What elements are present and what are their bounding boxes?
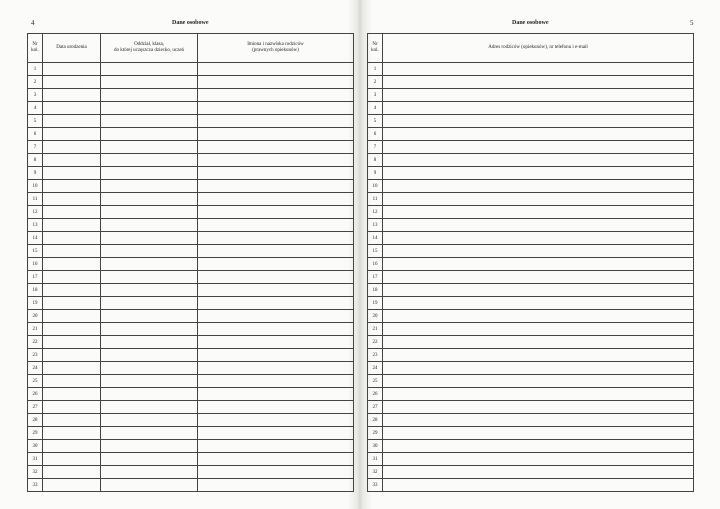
empty-entry-cell[interactable] [43,284,101,297]
empty-entry-cell[interactable] [383,167,694,180]
row-number: 17 [368,271,383,284]
empty-entry-cell[interactable] [101,336,198,349]
empty-entry-cell[interactable] [383,323,694,336]
left-table-row [28,232,354,245]
header-parents-address: Adres rodziców (opiekunów), nr telefonu i e-mail [383,34,694,63]
row-number: 8 [28,154,43,167]
empty-entry-cell[interactable] [198,76,354,89]
row-number: 32 [28,466,43,479]
row-number: 5 [28,115,43,128]
empty-entry-cell[interactable] [101,167,198,180]
left-table-row [28,258,354,271]
row-number: 21 [368,323,383,336]
empty-entry-cell[interactable] [198,310,354,323]
empty-entry-cell[interactable] [101,271,198,284]
empty-entry-cell[interactable] [43,453,101,466]
row-number: 10 [28,180,43,193]
row-number: 18 [368,284,383,297]
right-table-row [368,245,694,258]
row-number: 22 [28,336,43,349]
row-number: 6 [28,128,43,141]
row-number: 24 [28,362,43,375]
row-number: 24 [368,362,383,375]
left-table-row [28,167,354,180]
empty-entry-cell[interactable] [101,219,198,232]
row-number: 3 [368,89,383,102]
left-table-row [28,479,354,492]
left-table-row [28,76,354,89]
empty-entry-cell[interactable] [198,154,354,167]
right-table-row [368,63,694,76]
left-table-row [28,206,354,219]
row-number: 21 [28,323,43,336]
right-table-row [368,271,694,284]
left-table-row [28,362,354,375]
right-table-row [368,440,694,453]
empty-entry-cell[interactable] [383,310,694,323]
empty-entry-cell[interactable] [198,453,354,466]
empty-entry-cell[interactable] [101,297,198,310]
empty-entry-cell[interactable] [198,115,354,128]
left-data-table [27,33,354,492]
row-number: 29 [28,427,43,440]
right-table-row [368,206,694,219]
left-table-row [28,284,354,297]
empty-entry-cell[interactable] [101,388,198,401]
row-number: 15 [368,245,383,258]
right-table-row [368,427,694,440]
row-number: 20 [28,310,43,323]
left-table-header-row [28,34,354,63]
right-table-row [368,453,694,466]
empty-entry-cell[interactable] [101,89,198,102]
empty-entry-cell[interactable] [383,258,694,271]
row-number: 12 [368,206,383,219]
row-number: 18 [28,284,43,297]
right-table-row [368,284,694,297]
row-number: 23 [28,349,43,362]
empty-entry-cell[interactable] [43,427,101,440]
row-number: 30 [368,440,383,453]
empty-entry-cell[interactable] [198,102,354,115]
left-table-row [28,466,354,479]
empty-entry-cell[interactable] [383,440,694,453]
right-table-row [368,388,694,401]
empty-entry-cell[interactable] [383,219,694,232]
empty-entry-cell[interactable] [43,154,101,167]
row-number: 4 [368,102,383,115]
left-table-row [28,128,354,141]
empty-entry-cell[interactable] [383,102,694,115]
empty-entry-cell[interactable] [383,336,694,349]
empty-entry-cell[interactable] [101,245,198,258]
row-number: 33 [368,479,383,492]
empty-entry-cell[interactable] [101,232,198,245]
row-number: 30 [28,440,43,453]
row-number: 8 [368,154,383,167]
right-table-row [368,479,694,492]
left-page-title: Dane osobowe [172,20,209,26]
empty-entry-cell[interactable] [43,258,101,271]
row-number: 2 [368,76,383,89]
right-table-row [368,323,694,336]
row-number: 16 [368,258,383,271]
right-table-row [368,167,694,180]
row-number: 31 [368,453,383,466]
row-number: 25 [28,375,43,388]
empty-entry-cell[interactable] [383,284,694,297]
empty-entry-cell[interactable] [101,115,198,128]
row-number: 16 [28,258,43,271]
empty-entry-cell[interactable] [383,128,694,141]
empty-entry-cell[interactable] [198,245,354,258]
left-page-number: 4 [31,19,35,27]
empty-entry-cell[interactable] [198,414,354,427]
empty-entry-cell[interactable] [198,427,354,440]
right-table-row [368,154,694,167]
empty-entry-cell[interactable] [383,115,694,128]
empty-entry-cell[interactable] [383,232,694,245]
row-number: 3 [28,89,43,102]
empty-entry-cell[interactable] [101,427,198,440]
empty-entry-cell[interactable] [383,206,694,219]
row-number: 13 [368,219,383,232]
row-number: 25 [368,375,383,388]
left-table-row [28,388,354,401]
empty-entry-cell[interactable] [383,245,694,258]
row-number: 14 [28,232,43,245]
right-table-row [368,401,694,414]
empty-entry-cell[interactable] [383,193,694,206]
empty-entry-cell[interactable] [101,206,198,219]
row-number: 27 [368,401,383,414]
empty-entry-cell[interactable] [198,89,354,102]
row-number: 23 [368,349,383,362]
empty-entry-cell[interactable] [43,375,101,388]
row-number: 27 [28,401,43,414]
empty-entry-cell[interactable] [383,271,694,284]
empty-entry-cell[interactable] [101,401,198,414]
empty-entry-cell[interactable] [198,336,354,349]
empty-entry-cell[interactable] [383,297,694,310]
left-table-row [28,401,354,414]
row-number: 28 [28,414,43,427]
header-row-number: Nr kol. [28,34,43,63]
empty-entry-cell[interactable] [198,349,354,362]
row-number: 11 [28,193,43,206]
empty-entry-cell[interactable] [383,388,694,401]
row-number: 9 [368,167,383,180]
right-table-row [368,219,694,232]
row-number: 26 [28,388,43,401]
empty-entry-cell[interactable] [383,349,694,362]
empty-entry-cell[interactable] [383,141,694,154]
right-table-header-row [368,34,694,63]
empty-entry-cell[interactable] [43,206,101,219]
row-number: 22 [368,336,383,349]
right-page-number: 5 [690,19,694,27]
left-table-row [28,245,354,258]
empty-entry-cell[interactable] [101,323,198,336]
left-table-row [28,154,354,167]
empty-entry-cell[interactable] [43,479,101,492]
empty-entry-cell[interactable] [101,284,198,297]
empty-entry-cell[interactable] [101,453,198,466]
header-row-number: Nr kol. [368,34,383,63]
empty-entry-cell[interactable] [383,63,694,76]
left-table-row [28,440,354,453]
empty-entry-cell[interactable] [43,76,101,89]
empty-entry-cell[interactable] [43,362,101,375]
empty-entry-cell[interactable] [43,414,101,427]
row-number: 7 [368,141,383,154]
left-table-row [28,453,354,466]
empty-entry-cell[interactable] [198,63,354,76]
row-number: 10 [368,180,383,193]
empty-entry-cell[interactable] [43,167,101,180]
left-table-row [28,375,354,388]
empty-entry-cell[interactable] [101,440,198,453]
empty-entry-cell[interactable] [101,310,198,323]
right-table-row [368,297,694,310]
empty-entry-cell[interactable] [383,453,694,466]
empty-entry-cell[interactable] [198,193,354,206]
empty-entry-cell[interactable] [198,375,354,388]
empty-entry-cell[interactable] [198,466,354,479]
row-number: 9 [28,167,43,180]
row-number: 17 [28,271,43,284]
empty-entry-cell[interactable] [101,193,198,206]
empty-entry-cell[interactable] [43,219,101,232]
right-table-row [368,362,694,375]
empty-entry-cell[interactable] [101,102,198,115]
row-number: 4 [28,102,43,115]
empty-entry-cell[interactable] [383,180,694,193]
row-number: 5 [368,115,383,128]
left-table-row [28,115,354,128]
row-number: 33 [28,479,43,492]
empty-entry-cell[interactable] [43,193,101,206]
right-table-row [368,102,694,115]
right-data-table [367,33,694,492]
empty-entry-cell[interactable] [383,414,694,427]
row-number: 6 [368,128,383,141]
empty-entry-cell[interactable] [198,362,354,375]
right-table-row [368,193,694,206]
empty-entry-cell[interactable] [198,440,354,453]
row-number: 26 [368,388,383,401]
empty-entry-cell[interactable] [198,232,354,245]
right-table-row [368,336,694,349]
empty-entry-cell[interactable] [43,102,101,115]
left-table-row [28,323,354,336]
empty-entry-cell[interactable] [43,115,101,128]
empty-entry-cell[interactable] [198,180,354,193]
empty-entry-cell[interactable] [101,362,198,375]
empty-entry-cell[interactable] [101,141,198,154]
empty-entry-cell[interactable] [383,466,694,479]
header-birth-date: Data urodzenia [43,34,101,63]
left-table-row [28,349,354,362]
right-table-row [368,141,694,154]
left-table-row [28,427,354,440]
empty-entry-cell[interactable] [43,180,101,193]
empty-entry-cell[interactable] [43,245,101,258]
left-table-row [28,219,354,232]
empty-entry-cell[interactable] [43,63,101,76]
left-table-row [28,310,354,323]
empty-entry-cell[interactable] [198,141,354,154]
empty-entry-cell[interactable] [383,479,694,492]
empty-entry-cell[interactable] [43,141,101,154]
empty-entry-cell[interactable] [43,349,101,362]
row-number: 19 [368,297,383,310]
row-number: 15 [28,245,43,258]
empty-entry-cell[interactable] [101,479,198,492]
empty-entry-cell[interactable] [383,362,694,375]
empty-entry-cell[interactable] [198,128,354,141]
row-number: 7 [28,141,43,154]
right-table-row [368,89,694,102]
row-number: 2 [28,76,43,89]
row-number: 20 [368,310,383,323]
left-table-row [28,193,354,206]
left-table-row [28,297,354,310]
empty-entry-cell[interactable] [101,180,198,193]
empty-entry-cell[interactable] [43,271,101,284]
empty-entry-cell[interactable] [383,76,694,89]
empty-entry-cell[interactable] [383,154,694,167]
header-parents-names: Imiona i nazwiska rodziców (prawnych opiekunów) [198,34,354,63]
right-table-row [368,349,694,362]
right-table-row [368,180,694,193]
empty-entry-cell[interactable] [198,401,354,414]
empty-entry-cell[interactable] [101,466,198,479]
right-table-row [368,232,694,245]
empty-entry-cell[interactable] [198,219,354,232]
row-number: 28 [368,414,383,427]
row-number: 1 [28,63,43,76]
empty-entry-cell[interactable] [101,128,198,141]
empty-entry-cell[interactable] [101,63,198,76]
empty-entry-cell[interactable] [43,232,101,245]
empty-entry-cell[interactable] [43,89,101,102]
empty-entry-cell[interactable] [198,388,354,401]
empty-entry-cell[interactable] [43,440,101,453]
empty-entry-cell[interactable] [43,336,101,349]
empty-entry-cell[interactable] [198,167,354,180]
left-table-row [28,63,354,76]
empty-entry-cell[interactable] [198,297,354,310]
row-number: 11 [368,193,383,206]
header-class: Oddział, klasa, do której uczęszcza dziecko, uczeń [101,34,198,63]
left-table-row [28,89,354,102]
empty-entry-cell[interactable] [198,284,354,297]
empty-entry-cell[interactable] [43,310,101,323]
right-table-row [368,258,694,271]
right-table-row [368,115,694,128]
empty-entry-cell[interactable] [101,375,198,388]
left-table-row [28,141,354,154]
empty-entry-cell[interactable] [101,154,198,167]
row-number: 19 [28,297,43,310]
empty-entry-cell[interactable] [383,375,694,388]
empty-entry-cell[interactable] [198,258,354,271]
empty-entry-cell[interactable] [198,479,354,492]
empty-entry-cell[interactable] [101,349,198,362]
empty-entry-cell[interactable] [43,388,101,401]
empty-entry-cell[interactable] [383,401,694,414]
empty-entry-cell[interactable] [43,466,101,479]
row-number: 1 [368,63,383,76]
row-number: 31 [28,453,43,466]
empty-entry-cell[interactable] [101,258,198,271]
empty-entry-cell[interactable] [198,271,354,284]
right-table-row [368,375,694,388]
row-number: 13 [28,219,43,232]
empty-entry-cell[interactable] [43,128,101,141]
empty-entry-cell[interactable] [101,414,198,427]
empty-entry-cell[interactable] [198,323,354,336]
right-table-row [368,76,694,89]
right-table-row [368,128,694,141]
empty-entry-cell[interactable] [43,297,101,310]
empty-entry-cell[interactable] [43,323,101,336]
right-table-row [368,310,694,323]
empty-entry-cell[interactable] [101,76,198,89]
left-table-row [28,102,354,115]
row-number: 12 [28,206,43,219]
empty-entry-cell[interactable] [383,89,694,102]
right-page-title: Dane osobowe [512,20,549,26]
left-table-row [28,271,354,284]
left-table-row [28,414,354,427]
empty-entry-cell[interactable] [383,427,694,440]
row-number: 29 [368,427,383,440]
left-table-row [28,336,354,349]
left-table-row [28,180,354,193]
right-table-row [368,414,694,427]
row-number: 14 [368,232,383,245]
empty-entry-cell[interactable] [43,401,101,414]
empty-entry-cell[interactable] [198,206,354,219]
row-number: 32 [368,466,383,479]
right-table-row [368,466,694,479]
